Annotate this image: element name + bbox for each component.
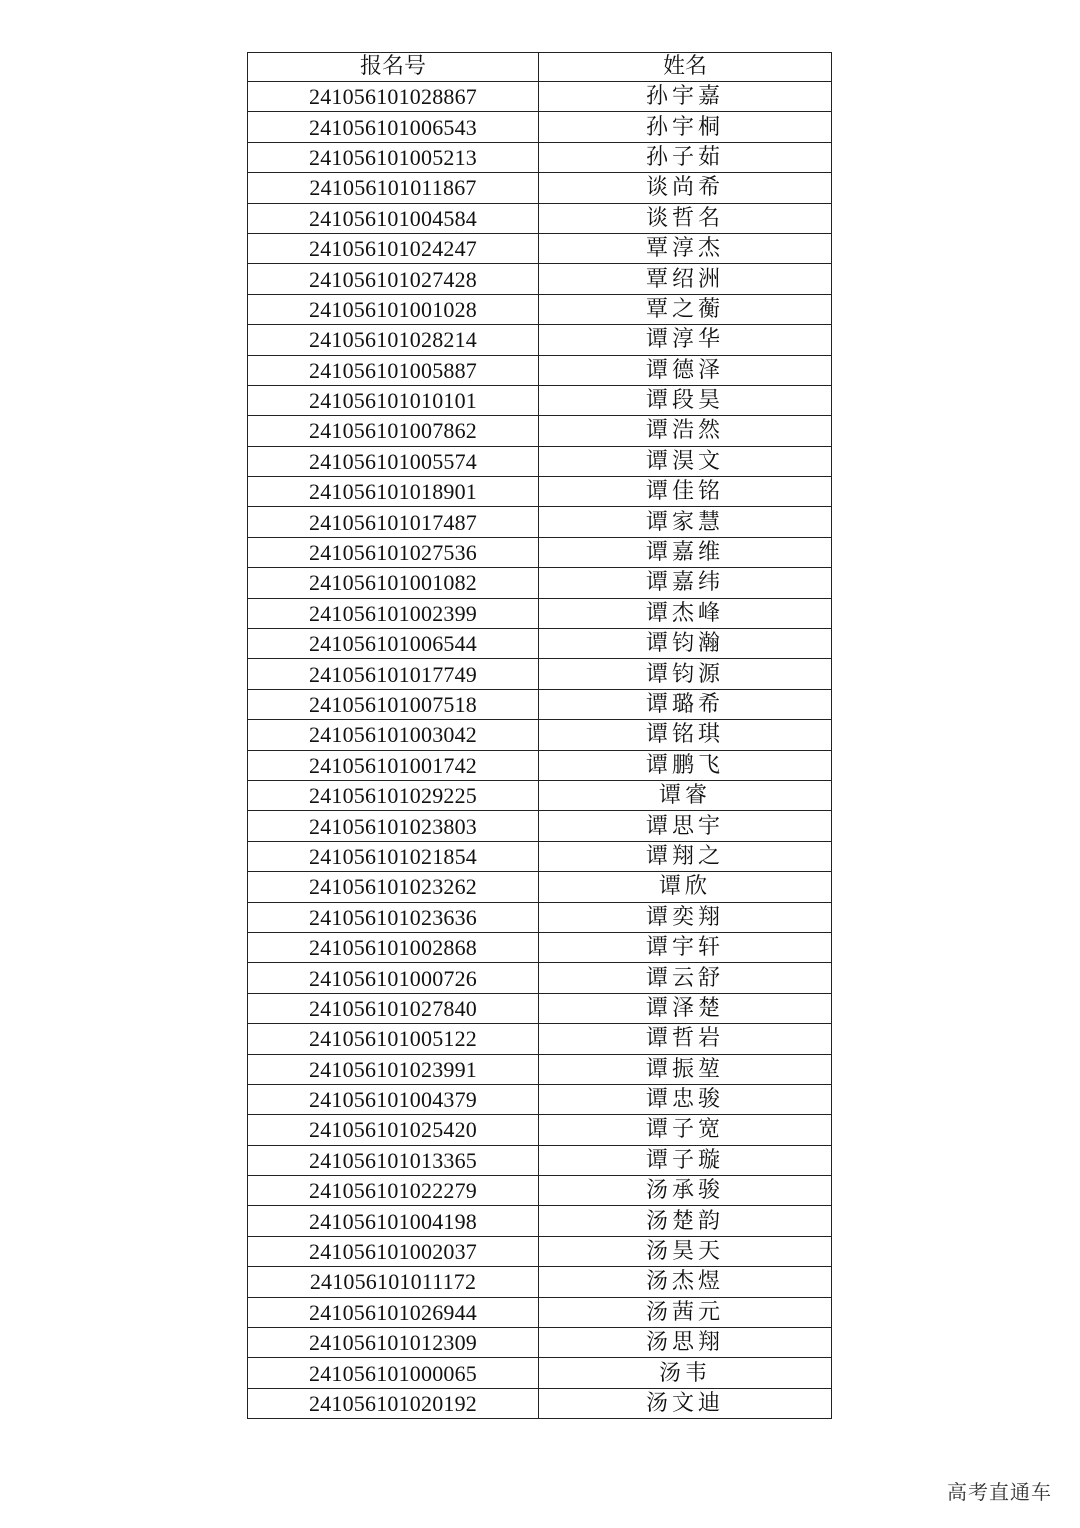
- student-name-cell: 汤思翔: [539, 1328, 832, 1358]
- registration-number-cell: 241056101004379: [248, 1084, 539, 1114]
- student-name-cell: 谭泽楚: [539, 993, 832, 1023]
- student-name-cell: 孙宇嘉: [539, 82, 832, 112]
- student-name-cell: 谭嘉维: [539, 537, 832, 567]
- roster-body: [248, 82, 832, 1419]
- student-name-cell: 汤杰煜: [539, 1267, 832, 1297]
- student-name-cell: 谈哲名: [539, 203, 832, 233]
- registration-number-cell: 241056101011867: [248, 173, 539, 203]
- table-row: [248, 142, 832, 172]
- registration-number-cell: 241056101017487: [248, 507, 539, 537]
- roster-table: [247, 52, 832, 1419]
- table-row: [248, 1267, 832, 1297]
- student-name-cell: 汤承骏: [539, 1176, 832, 1206]
- registration-number-cell: 241056101006544: [248, 629, 539, 659]
- column-header-name: 姓名: [539, 53, 832, 82]
- registration-number-cell: 241056101007862: [248, 416, 539, 446]
- table-row: [248, 1358, 832, 1388]
- student-name-cell: 谭佳铭: [539, 477, 832, 507]
- table-row: [248, 629, 832, 659]
- table-row: [248, 720, 832, 750]
- table-row: [248, 1236, 832, 1266]
- table-row: [248, 568, 832, 598]
- registration-number-cell: 241056101005574: [248, 446, 539, 476]
- student-name-cell: 谭铭琪: [539, 720, 832, 750]
- registration-number-cell: 241056101010101: [248, 385, 539, 415]
- registration-number-cell: 241056101023803: [248, 811, 539, 841]
- table-row: [248, 689, 832, 719]
- registration-number-cell: 241056101027840: [248, 993, 539, 1023]
- table-row: [248, 507, 832, 537]
- table-row: [248, 416, 832, 446]
- table-row: [248, 1115, 832, 1145]
- registration-number-cell: 241056101006543: [248, 112, 539, 142]
- student-name-cell: 谭钧源: [539, 659, 832, 689]
- student-name-cell: 谭振堃: [539, 1054, 832, 1084]
- registration-number-cell: 241056101017749: [248, 659, 539, 689]
- student-name-cell: 谭段昊: [539, 385, 832, 415]
- registration-number-cell: 241056101023636: [248, 902, 539, 932]
- registration-number-cell: 241056101001028: [248, 294, 539, 324]
- registration-number-cell: 241056101000726: [248, 963, 539, 993]
- registration-number-cell: 241056101022279: [248, 1176, 539, 1206]
- table-row: [248, 1084, 832, 1114]
- table-row: [248, 1176, 832, 1206]
- registration-number-cell: 241056101001082: [248, 568, 539, 598]
- table-row: [248, 750, 832, 780]
- table-row: [248, 203, 832, 233]
- registration-number-cell: 241056101004584: [248, 203, 539, 233]
- student-name-cell: 谈尚希: [539, 173, 832, 203]
- table-row: [248, 932, 832, 962]
- registration-number-cell: 241056101013365: [248, 1145, 539, 1175]
- student-name-cell: 谭浩然: [539, 416, 832, 446]
- registration-number-cell: 241056101023991: [248, 1054, 539, 1084]
- student-name-cell: 谭睿: [539, 780, 832, 810]
- student-name-cell: 谭忠骏: [539, 1084, 832, 1114]
- student-name-cell: 覃淳杰: [539, 233, 832, 263]
- table-row: [248, 82, 832, 112]
- registration-number-cell: 241056101026944: [248, 1297, 539, 1327]
- table-row: [248, 902, 832, 932]
- student-name-cell: 孙宇桐: [539, 112, 832, 142]
- student-name-cell: 谭云舒: [539, 963, 832, 993]
- table-row: [248, 173, 832, 203]
- registration-number-cell: 241056101027536: [248, 537, 539, 567]
- student-name-cell: 覃绍洲: [539, 264, 832, 294]
- registration-number-cell: 241056101025420: [248, 1115, 539, 1145]
- table-row: [248, 446, 832, 476]
- table-row: [248, 264, 832, 294]
- table-row: [248, 537, 832, 567]
- table-row: [248, 841, 832, 871]
- table-row: [248, 385, 832, 415]
- student-name-cell: 谭宇轩: [539, 932, 832, 962]
- registration-number-cell: 241056101023262: [248, 872, 539, 902]
- table-row: [248, 233, 832, 263]
- table-row: [248, 294, 832, 324]
- student-name-cell: 汤昊天: [539, 1236, 832, 1266]
- student-name-cell: 谭鹏飞: [539, 750, 832, 780]
- table-row: [248, 1388, 832, 1418]
- student-name-cell: 覃之蘅: [539, 294, 832, 324]
- student-name-cell: 谭思宇: [539, 811, 832, 841]
- registration-number-cell: 241056101028214: [248, 325, 539, 355]
- table-row: [248, 1024, 832, 1054]
- table-row: [248, 112, 832, 142]
- student-name-cell: 谭家慧: [539, 507, 832, 537]
- student-name-cell: 汤楚韵: [539, 1206, 832, 1236]
- student-name-cell: 谭淏文: [539, 446, 832, 476]
- student-name-cell: 谭子宽: [539, 1115, 832, 1145]
- table-row: [248, 659, 832, 689]
- student-name-cell: 谭子璇: [539, 1145, 832, 1175]
- registration-number-cell: 241056101018901: [248, 477, 539, 507]
- table-row: [248, 811, 832, 841]
- student-name-cell: 谭翔之: [539, 841, 832, 871]
- table-row: [248, 780, 832, 810]
- student-name-cell: 谭淳华: [539, 325, 832, 355]
- table-row: [248, 1206, 832, 1236]
- student-name-cell: 汤茜元: [539, 1297, 832, 1327]
- registration-number-cell: 241056101002399: [248, 598, 539, 628]
- header-row: [248, 53, 832, 82]
- registration-number-cell: 241056101004198: [248, 1206, 539, 1236]
- registration-number-cell: 241056101002868: [248, 932, 539, 962]
- student-name-cell: 谭钧瀚: [539, 629, 832, 659]
- registration-number-cell: 241056101005122: [248, 1024, 539, 1054]
- table-row: [248, 1054, 832, 1084]
- registration-number-cell: 241056101020192: [248, 1388, 539, 1418]
- registration-number-cell: 241056101007518: [248, 689, 539, 719]
- registration-number-cell: 241056101024247: [248, 233, 539, 263]
- registration-number-cell: 241056101002037: [248, 1236, 539, 1266]
- student-name-cell: 谭璐希: [539, 689, 832, 719]
- student-name-cell: 谭嘉纬: [539, 568, 832, 598]
- table-row: [248, 325, 832, 355]
- student-name-cell: 谭杰峰: [539, 598, 832, 628]
- registration-number-cell: 241056101012309: [248, 1328, 539, 1358]
- registration-number-cell: 241056101021854: [248, 841, 539, 871]
- registration-number-cell: 241056101027428: [248, 264, 539, 294]
- registration-number-cell: 241056101005887: [248, 355, 539, 385]
- student-name-cell: 孙子茹: [539, 142, 832, 172]
- student-name-cell: 汤韦: [539, 1358, 832, 1388]
- registration-number-cell: 241056101011172: [248, 1267, 539, 1297]
- table-row: [248, 963, 832, 993]
- registration-number-cell: 241056101028867: [248, 82, 539, 112]
- registration-number-cell: 241056101029225: [248, 780, 539, 810]
- registration-number-cell: 241056101005213: [248, 142, 539, 172]
- table-row: [248, 355, 832, 385]
- table-row: [248, 477, 832, 507]
- table-row: [248, 872, 832, 902]
- table-row: [248, 1328, 832, 1358]
- table-row: [248, 993, 832, 1023]
- watermark-text: 高考直通车: [947, 1480, 1052, 1504]
- student-name-cell: 谭欣: [539, 872, 832, 902]
- student-name-cell: 谭奕翔: [539, 902, 832, 932]
- student-name-cell: 谭德泽: [539, 355, 832, 385]
- student-name-cell: 汤文迪: [539, 1388, 832, 1418]
- registration-number-cell: 241056101001742: [248, 750, 539, 780]
- registration-number-cell: 241056101000065: [248, 1358, 539, 1388]
- column-header-registration-number: 报名号: [248, 53, 539, 82]
- table-row: [248, 1145, 832, 1175]
- registration-number-cell: 241056101003042: [248, 720, 539, 750]
- table-row: [248, 1297, 832, 1327]
- table-row: [248, 598, 832, 628]
- student-name-cell: 谭哲岩: [539, 1024, 832, 1054]
